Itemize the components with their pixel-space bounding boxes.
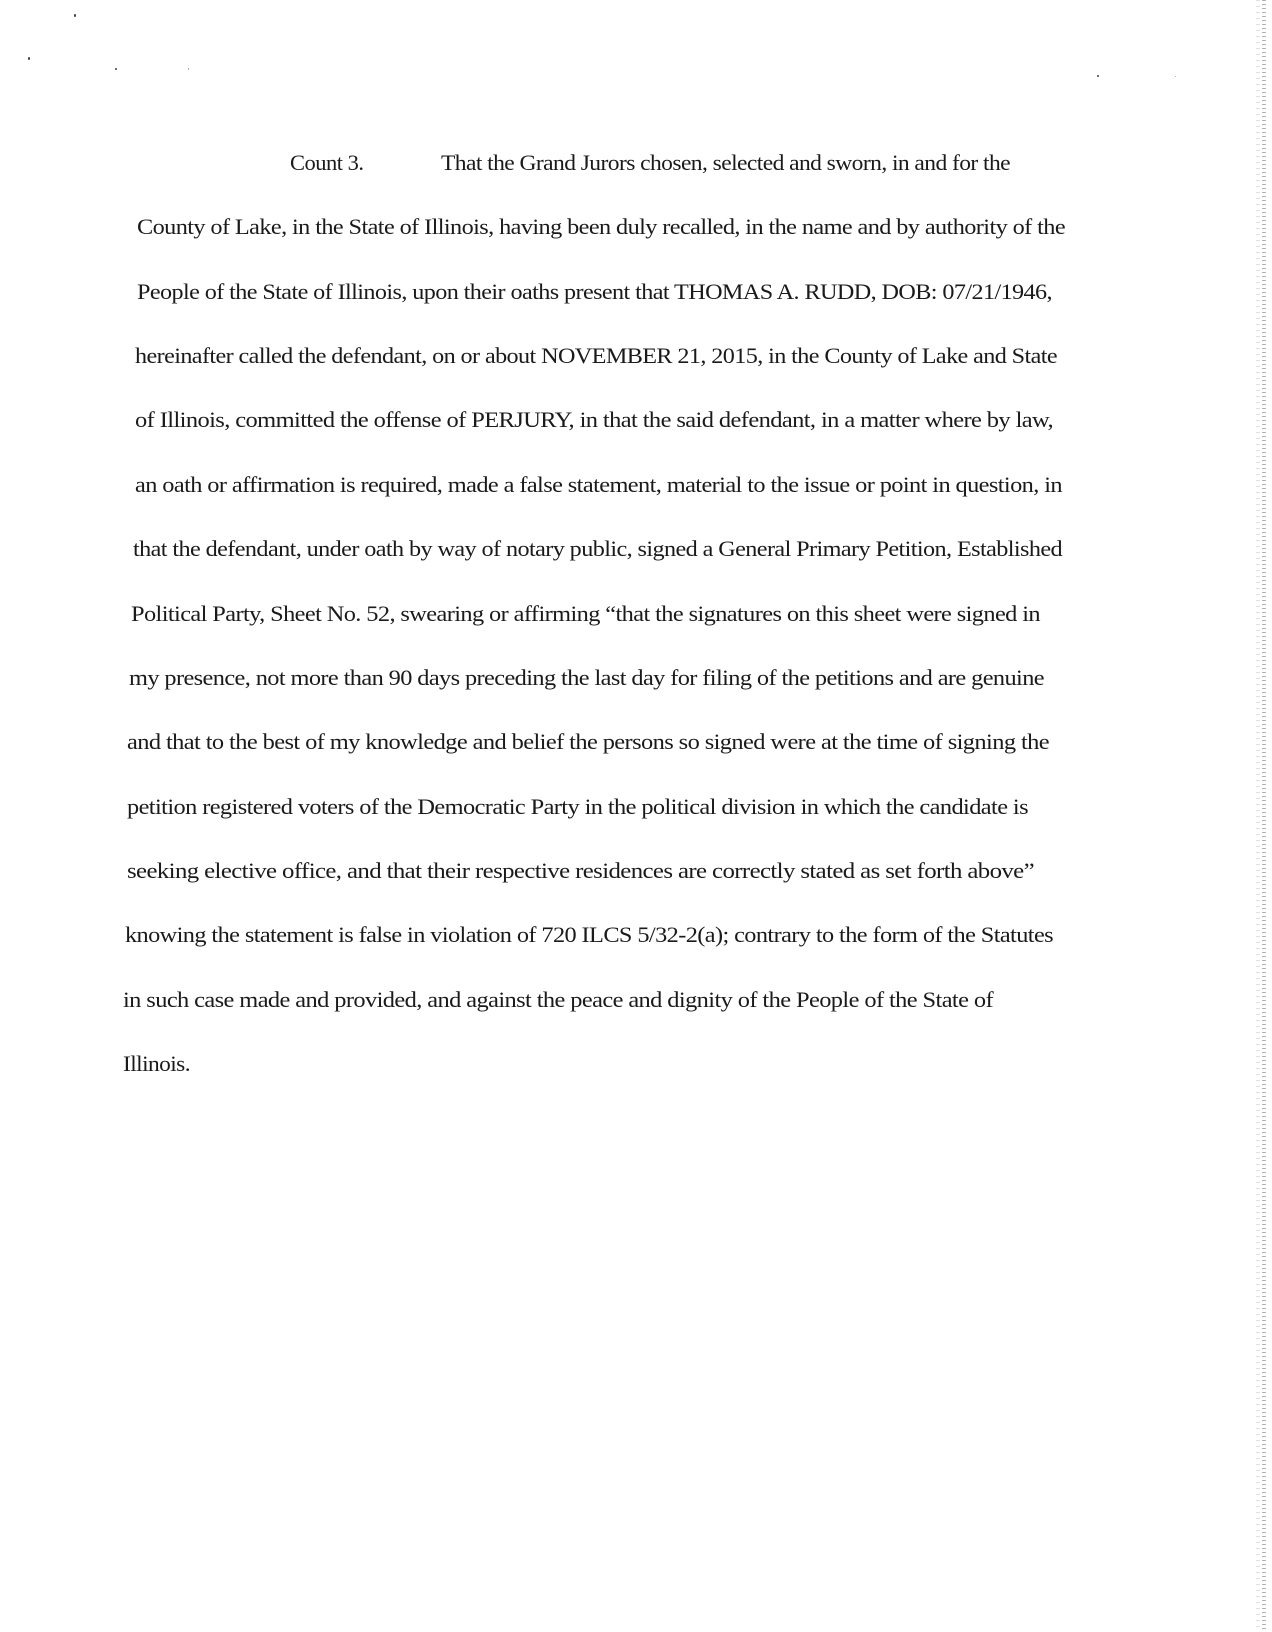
indictment-text-line: Illinois. [123, 1051, 191, 1076]
indictment-text-line: That the Grand Jurors chosen, selected and sworn, in and for the [441, 150, 1011, 175]
scan-edge-artifact [1256, 0, 1260, 1632]
scan-speck [74, 14, 76, 17]
count-label: Count 3. [290, 150, 364, 175]
indictment-text-line: my presence, not more than 90 days preceding the last day for filing of the petitions and are genuine [129, 665, 1044, 690]
indictment-text-line: petition registered voters of the Democratic Party in the political division in which the candidate is [127, 794, 1029, 819]
indictment-text-line: seeking elective office, and that their respective residences are correctly stated as set forth above” [127, 858, 1035, 883]
indictment-text-line: People of the State of Illinois, upon their oaths present that THOMAS A. RUDD, DOB: 07/21/1946, [137, 279, 1053, 304]
indictment-text-line: in such case made and provided, and against the peace and dignity of the People of the State of [123, 987, 994, 1012]
indictment-text-line: and that to the best of my knowledge and belief the persons so signed were at the time of signing the [127, 729, 1050, 754]
scan-speck [28, 57, 30, 60]
indictment-text-line: an oath or affirmation is required, made a false statement, material to the issue or point in question, in [135, 472, 1062, 497]
scan-speck [188, 68, 189, 70]
scan-speck [1175, 76, 1176, 77]
indictment-text-line: that the defendant, under oath by way of notary public, signed a General Primary Petition, Established [133, 536, 1063, 561]
scan-speck [115, 68, 117, 70]
indictment-text-line: of Illinois, committed the offense of PERJURY, in that the said defendant, in a matter where by law, [135, 407, 1054, 432]
scan-edge-artifact [1262, 0, 1266, 1632]
scan-speck [1097, 75, 1099, 77]
indictment-text-line: County of Lake, in the State of Illinois, having been duly recalled, in the name and by authority of the [137, 214, 1066, 239]
indictment-text-line: knowing the statement is false in violation of 720 ILCS 5/32-2(a); contrary to the form of the Statutes [125, 922, 1054, 947]
indictment-text-line: Political Party, Sheet No. 52, swearing or affirming “that the signatures on this sheet were signed in [131, 601, 1041, 626]
indictment-text-line: hereinafter called the defendant, on or about NOVEMBER 21, 2015, in the County of Lake and State [135, 343, 1058, 368]
